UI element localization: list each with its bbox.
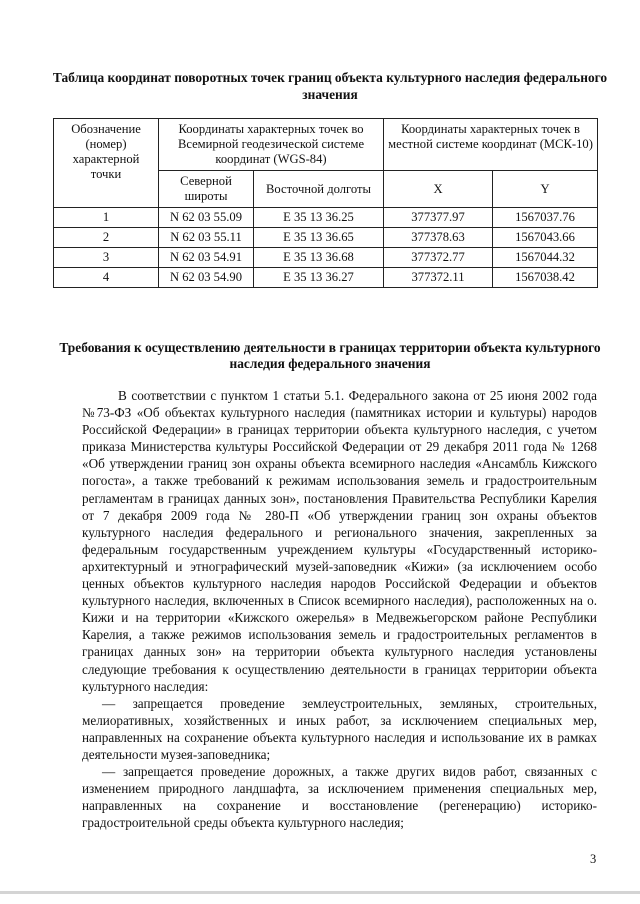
cell-x: 377372.77: [384, 248, 493, 268]
cell-x: 377378.63: [384, 228, 493, 248]
table-header-row: [54, 119, 598, 171]
cell-north: N 62 03 55.11: [159, 228, 254, 248]
header-north: Северной широты: [159, 171, 254, 208]
table-row: [54, 248, 598, 268]
cell-east: E 35 13 36.68: [254, 248, 384, 268]
header-wgs84: Координаты характерных точек во Всемирной геодезической системе координат (WGS-84): [159, 119, 384, 171]
cell-num: 4: [54, 268, 159, 288]
header-east: Восточной долготы: [254, 171, 384, 208]
cell-east: E 35 13 36.25: [254, 208, 384, 228]
coordinates-table: [53, 118, 598, 288]
table-row: [54, 268, 598, 288]
cell-y: 1567038.42: [493, 268, 598, 288]
table-title: Таблица координат поворотных точек границ объекта культурного наследия федерального значения: [52, 70, 608, 102]
requirements-title: Требования к осуществлению деятельности в границах территории объекта культурного наследия федерального значения: [59, 340, 601, 371]
header-designation: Обозначение (номер) характерной точки: [54, 119, 159, 208]
cell-num: 1: [54, 208, 159, 228]
cell-north: N 62 03 55.09: [159, 208, 254, 228]
body-text: [82, 387, 597, 831]
table-row: [54, 208, 598, 228]
header-msk10: Координаты характерных точек в местной системе координат (МСК-10): [384, 119, 598, 171]
bullet-item: — запрещается проведение землеустроительных, земляных, строительных, мелиоративных, хозяйственных и иных работ, за исключением специальных мер, направленных на сохранение объекта культурного наследия и использование их в рамках деятельности музея-заповедника;: [82, 695, 597, 762]
page-number: 3: [590, 852, 597, 866]
bullet-item: — запрещается проведение дорожных, а также других видов работ, связанных с изменением природного ландшафта, за исключением применения специальных мер, направленных на сохранение и восстановление (регенерацию) историко-градостроительной среды объекта культурного наследия;: [82, 764, 597, 831]
scan-edge-line: [0, 891, 640, 894]
cell-y: 1567044.32: [493, 248, 598, 268]
cell-east: E 35 13 36.27: [254, 268, 384, 288]
cell-y: 1567037.76: [493, 208, 598, 228]
cell-east: E 35 13 36.65: [254, 228, 384, 248]
table-row: [54, 228, 598, 248]
cell-x: 377372.11: [384, 268, 493, 288]
cell-north: N 62 03 54.91: [159, 248, 254, 268]
header-x: X: [384, 171, 493, 208]
cell-num: 3: [54, 248, 159, 268]
main-paragraph: В соответствии с пунктом 1 статьи 5.1. Федерального закона от 25 июня 2002 года №73-ФЗ «Об объектах культурного наследия (памятниках истории и культуры) народов Российской Федерации» в границах территории объекта культурного наследия, с учетом приказа Министерства культуры Российской Федерации от 29 декабря 2011 года № 1268 «Об утверждении границ зон охраны объекта всемирного наследия «Ансамбль Кижского погоста», а также требований к режимам использования земель и градостроительным регламентам в границах данных зон», постановления Правительства Республики Карелия от 7 декабря 2009 года № 280-П «Об утверждении границ зон охраны объектов культурного наследия федерального и регионального значения, закрепленных за федеральным государственным учреждением культуры «Государственный историко-архитектурный и этнографический музей-заповедник «Кижи» (за исключением особо ценных объектов культурного наследия народов Российской Федерации и объектов культурного наследия, включенных в Список всемирного наследия), расположенных на о. Кижи и на территории «Кижского ожерелья» в Медвежьегорском районе Республики Карелия, а также режимов использования земель и градостроительных регламентов в границах данных зон» на территории объекта культурного наследия установлены следующие требования к осуществлению деятельности в границах территории объекта культурного наследия:: [82, 388, 597, 694]
cell-num: 2: [54, 228, 159, 248]
cell-x: 377377.97: [384, 208, 493, 228]
header-y: Y: [493, 171, 598, 208]
cell-north: N 62 03 54.90: [159, 268, 254, 288]
cell-y: 1567043.66: [493, 228, 598, 248]
